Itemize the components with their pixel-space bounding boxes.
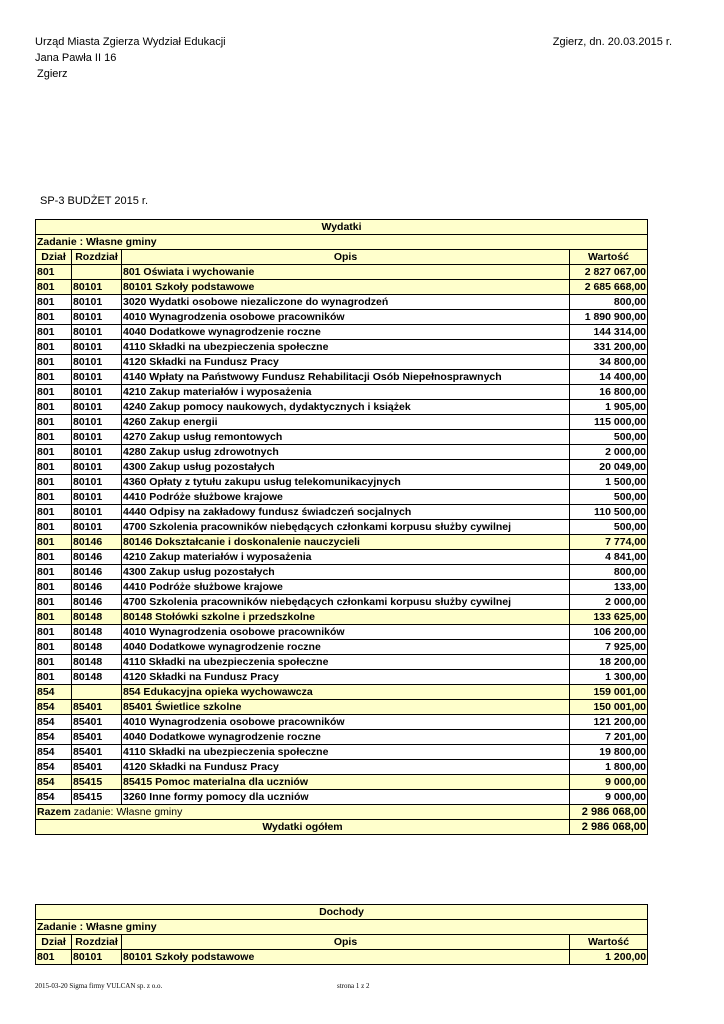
wydatki-row [36, 445, 648, 460]
cell-wartosc: 331 200,00 [570, 340, 648, 355]
wydatki-row [36, 535, 648, 550]
ogolem-label: Wydatki ogółem [36, 820, 570, 835]
cell-wartosc: 500,00 [570, 430, 648, 445]
cell-opis: 4040 Dodatkowe wynagrodzenie roczne [122, 730, 570, 745]
cell-rozdzial: 80101 [72, 475, 122, 490]
cell-wartosc: 106 200,00 [570, 625, 648, 640]
wydatki-row [36, 715, 648, 730]
cell-rozdzial: 85401 [72, 700, 122, 715]
cell-opis: 80101 Szkoły podstawowe [122, 280, 570, 295]
cell-rozdzial: 80148 [72, 640, 122, 655]
cell-opis: 4300 Zakup usług pozostałych [122, 565, 570, 580]
cell-opis: 4110 Składki na ubezpieczenia społeczne [122, 340, 570, 355]
cell-dzial: 854 [36, 700, 72, 715]
cell-wartosc: 7 925,00 [570, 640, 648, 655]
cell-opis: 4300 Zakup usług pozostałych [122, 460, 570, 475]
cell-rozdzial: 80101 [72, 520, 122, 535]
cell-rozdzial: 85415 [72, 775, 122, 790]
footer-page-number: strona 1 z 2 [337, 982, 370, 990]
cell-dzial: 854 [36, 745, 72, 760]
cell-wartosc: 115 000,00 [570, 415, 648, 430]
cell-dzial: 801 [36, 950, 72, 965]
razem-value: 2 986 068,00 [570, 805, 648, 820]
cell-opis: 4700 Szkolenia pracowników niebędących członkami korpusu służby cywilnej [122, 520, 570, 535]
cell-opis: 4010 Wynagrodzenia osobowe pracowników [122, 310, 570, 325]
cell-wartosc: 7 201,00 [570, 730, 648, 745]
cell-dzial: 801 [36, 535, 72, 550]
cell-opis: 4040 Dodatkowe wynagrodzenie roczne [122, 640, 570, 655]
dochody-row [36, 950, 648, 965]
cell-wartosc: 2 685 668,00 [570, 280, 648, 295]
wydatki-column-headers [36, 250, 648, 265]
col-header-dzial: Dział [36, 250, 72, 265]
col-header-opis: Opis [122, 935, 570, 950]
cell-opis: 85401 Świetlice szkolne [122, 700, 570, 715]
cell-opis: 4120 Składki na Fundusz Pracy [122, 670, 570, 685]
wydatki-row [36, 610, 648, 625]
cell-opis: 4410 Podróże służbowe krajowe [122, 490, 570, 505]
cell-rozdzial: 80101 [72, 370, 122, 385]
cell-rozdzial: 80148 [72, 625, 122, 640]
cell-rozdzial: 85401 [72, 730, 122, 745]
cell-opis: 801 Oświata i wychowanie [122, 265, 570, 280]
cell-opis: 4410 Podróże służbowe krajowe [122, 580, 570, 595]
cell-wartosc: 14 400,00 [570, 370, 648, 385]
wydatki-title: Wydatki [36, 220, 648, 235]
wydatki-row [36, 505, 648, 520]
cell-rozdzial: 80101 [72, 385, 122, 400]
cell-rozdzial: 80148 [72, 670, 122, 685]
wydatki-row [36, 310, 648, 325]
cell-rozdzial: 80146 [72, 550, 122, 565]
cell-wartosc: 1 890 900,00 [570, 310, 648, 325]
cell-rozdzial: 85401 [72, 760, 122, 775]
wydatki-row [36, 550, 648, 565]
cell-rozdzial: 85401 [72, 715, 122, 730]
cell-dzial: 854 [36, 730, 72, 745]
wydatki-row [36, 340, 648, 355]
cell-rozdzial: 80146 [72, 535, 122, 550]
cell-dzial: 801 [36, 610, 72, 625]
cell-wartosc: 1 300,00 [570, 670, 648, 685]
cell-opis: 3020 Wydatki osobowe niezaliczone do wynagrodzeń [122, 295, 570, 310]
cell-dzial: 801 [36, 265, 72, 280]
cell-rozdzial: 80101 [72, 430, 122, 445]
cell-rozdzial: 80101 [72, 400, 122, 415]
cell-dzial: 801 [36, 325, 72, 340]
cell-rozdzial: 80101 [72, 280, 122, 295]
footer-generator: 2015-03-20 Sigma firmy VULCAN sp. z o.o. [35, 982, 163, 990]
col-header-wartosc: Wartość [570, 935, 648, 950]
cell-wartosc: 1 500,00 [570, 475, 648, 490]
cell-opis: 4040 Dodatkowe wynagrodzenie roczne [122, 325, 570, 340]
cell-dzial: 801 [36, 625, 72, 640]
cell-opis: 4010 Wynagrodzenia osobowe pracowników [122, 625, 570, 640]
cell-rozdzial: 80101 [72, 460, 122, 475]
razem-label [36, 805, 570, 820]
cell-rozdzial: 85401 [72, 745, 122, 760]
wydatki-row [36, 565, 648, 580]
dochody-rows [36, 950, 648, 965]
wydatki-rows [36, 265, 648, 805]
cell-rozdzial: 80148 [72, 655, 122, 670]
cell-dzial: 801 [36, 595, 72, 610]
cell-wartosc: 500,00 [570, 490, 648, 505]
razem-row [36, 805, 648, 820]
document-title: SP-3 BUDŻET 2015 r. [40, 195, 149, 207]
wydatki-row [36, 265, 648, 280]
cell-wartosc: 1 905,00 [570, 400, 648, 415]
wydatki-title-row [36, 220, 648, 235]
cell-opis: 80101 Szkoły podstawowe [122, 950, 570, 965]
cell-rozdzial: 80101 [72, 310, 122, 325]
cell-rozdzial: 80146 [72, 595, 122, 610]
wydatki-row [36, 655, 648, 670]
cell-wartosc: 800,00 [570, 295, 648, 310]
cell-wartosc: 9 000,00 [570, 790, 648, 805]
razem-task: zadanie: Własne gminy [73, 806, 183, 818]
cell-wartosc: 34 800,00 [570, 355, 648, 370]
cell-dzial: 801 [36, 370, 72, 385]
ogolem-value: 2 986 068,00 [570, 820, 648, 835]
wydatki-row [36, 730, 648, 745]
cell-rozdzial: 80101 [72, 490, 122, 505]
cell-opis: 4440 Odpisy na zakładowy fundusz świadczeń socjalnych [122, 505, 570, 520]
cell-opis: 4270 Zakup usług remontowych [122, 430, 570, 445]
cell-opis: 80146 Dokształcanie i doskonalenie nauczycieli [122, 535, 570, 550]
wydatki-row [36, 625, 648, 640]
wydatki-row [36, 295, 648, 310]
wydatki-row [36, 490, 648, 505]
cell-dzial: 801 [36, 415, 72, 430]
cell-dzial: 801 [36, 430, 72, 445]
cell-dzial: 801 [36, 385, 72, 400]
cell-opis: 854 Edukacyjna opieka wychowawcza [122, 685, 570, 700]
cell-wartosc: 121 200,00 [570, 715, 648, 730]
wydatki-row [36, 745, 648, 760]
wydatki-row [36, 415, 648, 430]
org-city: Zgierz [37, 68, 68, 80]
cell-opis: 4010 Wynagrodzenia osobowe pracowników [122, 715, 570, 730]
cell-wartosc: 1 800,00 [570, 760, 648, 775]
wydatki-row [36, 370, 648, 385]
cell-rozdzial: 80101 [72, 415, 122, 430]
dochody-table [35, 904, 648, 965]
cell-dzial: 801 [36, 355, 72, 370]
cell-dzial: 801 [36, 460, 72, 475]
cell-wartosc: 133,00 [570, 580, 648, 595]
wydatki-row [36, 475, 648, 490]
cell-dzial: 854 [36, 685, 72, 700]
cell-opis: 4140 Wpłaty na Państwowy Fundusz Rehabilitacji Osób Niepełnosprawnych [122, 370, 570, 385]
cell-dzial: 801 [36, 310, 72, 325]
wydatki-row [36, 685, 648, 700]
cell-rozdzial: 80101 [72, 325, 122, 340]
cell-rozdzial: 80146 [72, 580, 122, 595]
cell-rozdzial [72, 685, 122, 700]
cell-opis: 4700 Szkolenia pracowników niebędących członkami korpusu służby cywilnej [122, 595, 570, 610]
wydatki-row [36, 385, 648, 400]
cell-wartosc: 1 200,00 [570, 950, 648, 965]
cell-dzial: 801 [36, 340, 72, 355]
wydatki-row [36, 640, 648, 655]
dochody-task: Zadanie : Własne gminy [36, 920, 648, 935]
cell-wartosc: 4 841,00 [570, 550, 648, 565]
wydatki-row [36, 790, 648, 805]
cell-dzial: 801 [36, 640, 72, 655]
wydatki-row [36, 280, 648, 295]
razem-word: Razem [37, 806, 71, 818]
cell-wartosc: 9 000,00 [570, 775, 648, 790]
wydatki-row [36, 760, 648, 775]
cell-dzial: 854 [36, 775, 72, 790]
cell-dzial: 801 [36, 475, 72, 490]
cell-wartosc: 2 000,00 [570, 445, 648, 460]
cell-dzial: 854 [36, 790, 72, 805]
cell-dzial: 801 [36, 400, 72, 415]
col-header-rozdzial: Rozdział [72, 250, 122, 265]
cell-wartosc: 110 500,00 [570, 505, 648, 520]
cell-opis: 4240 Zakup pomocy naukowych, dydaktycznych i książek [122, 400, 570, 415]
wydatki-task: Zadanie : Własne gminy [36, 235, 648, 250]
wydatki-table [35, 219, 648, 835]
dochody-task-row [36, 920, 648, 935]
cell-wartosc: 7 774,00 [570, 535, 648, 550]
wydatki-row [36, 325, 648, 340]
col-header-rozdzial: Rozdział [72, 935, 122, 950]
cell-rozdzial: 80101 [72, 295, 122, 310]
cell-rozdzial: 80148 [72, 610, 122, 625]
cell-opis: 4120 Składki na Fundusz Pracy [122, 760, 570, 775]
cell-rozdzial: 80101 [72, 505, 122, 520]
cell-rozdzial: 80101 [72, 950, 122, 965]
cell-opis: 4280 Zakup usług zdrowotnych [122, 445, 570, 460]
org-name: Urząd Miasta Zgierza Wydział Edukacji [35, 36, 226, 48]
wydatki-row [36, 595, 648, 610]
cell-wartosc: 133 625,00 [570, 610, 648, 625]
cell-dzial: 801 [36, 565, 72, 580]
cell-dzial: 801 [36, 550, 72, 565]
wydatki-row [36, 400, 648, 415]
cell-wartosc: 16 800,00 [570, 385, 648, 400]
cell-wartosc: 500,00 [570, 520, 648, 535]
cell-rozdzial: 80101 [72, 445, 122, 460]
wydatki-task-row [36, 235, 648, 250]
cell-dzial: 801 [36, 655, 72, 670]
col-header-dzial: Dział [36, 935, 72, 950]
dochody-title: Dochody [36, 905, 648, 920]
cell-wartosc: 800,00 [570, 565, 648, 580]
cell-dzial: 801 [36, 295, 72, 310]
cell-opis: 4110 Składki na ubezpieczenia społeczne [122, 745, 570, 760]
cell-wartosc: 2 827 067,00 [570, 265, 648, 280]
cell-dzial: 801 [36, 445, 72, 460]
wydatki-row [36, 670, 648, 685]
cell-opis: 85415 Pomoc materialna dla uczniów [122, 775, 570, 790]
cell-rozdzial [72, 265, 122, 280]
cell-dzial: 854 [36, 715, 72, 730]
wydatki-row [36, 700, 648, 715]
dochody-title-row [36, 905, 648, 920]
cell-rozdzial: 80101 [72, 340, 122, 355]
cell-opis: 4210 Zakup materiałów i wyposażenia [122, 550, 570, 565]
cell-opis: 80148 Stołówki szkolne i przedszkolne [122, 610, 570, 625]
org-address: Jana Pawła II 16 [35, 52, 117, 64]
cell-dzial: 801 [36, 280, 72, 295]
cell-opis: 4260 Zakup energii [122, 415, 570, 430]
cell-wartosc: 20 049,00 [570, 460, 648, 475]
wydatki-row [36, 355, 648, 370]
cell-rozdzial: 80101 [72, 355, 122, 370]
cell-wartosc: 144 314,00 [570, 325, 648, 340]
cell-opis: 4120 Składki na Fundusz Pracy [122, 355, 570, 370]
col-header-opis: Opis [122, 250, 570, 265]
cell-opis: 4110 Składki na ubezpieczenia społeczne [122, 655, 570, 670]
cell-dzial: 801 [36, 670, 72, 685]
cell-wartosc: 19 800,00 [570, 745, 648, 760]
wydatki-row [36, 580, 648, 595]
cell-opis: 3260 Inne formy pomocy dla uczniów [122, 790, 570, 805]
cell-wartosc: 2 000,00 [570, 595, 648, 610]
wydatki-row [36, 460, 648, 475]
cell-rozdzial: 80146 [72, 565, 122, 580]
wydatki-row [36, 520, 648, 535]
cell-rozdzial: 85415 [72, 790, 122, 805]
cell-wartosc: 159 001,00 [570, 685, 648, 700]
dochody-column-headers [36, 935, 648, 950]
cell-opis: 4210 Zakup materiałów i wyposażenia [122, 385, 570, 400]
cell-dzial: 801 [36, 580, 72, 595]
cell-dzial: 854 [36, 760, 72, 775]
wydatki-row [36, 775, 648, 790]
cell-dzial: 801 [36, 520, 72, 535]
ogolem-row [36, 820, 648, 835]
col-header-wartosc: Wartość [570, 250, 648, 265]
cell-wartosc: 18 200,00 [570, 655, 648, 670]
cell-opis: 4360 Opłaty z tytułu zakupu usług telekomunikacyjnych [122, 475, 570, 490]
cell-dzial: 801 [36, 490, 72, 505]
wydatki-row [36, 430, 648, 445]
cell-dzial: 801 [36, 505, 72, 520]
place-date: Zgierz, dn. 20.03.2015 r. [552, 36, 672, 48]
cell-wartosc: 150 001,00 [570, 700, 648, 715]
